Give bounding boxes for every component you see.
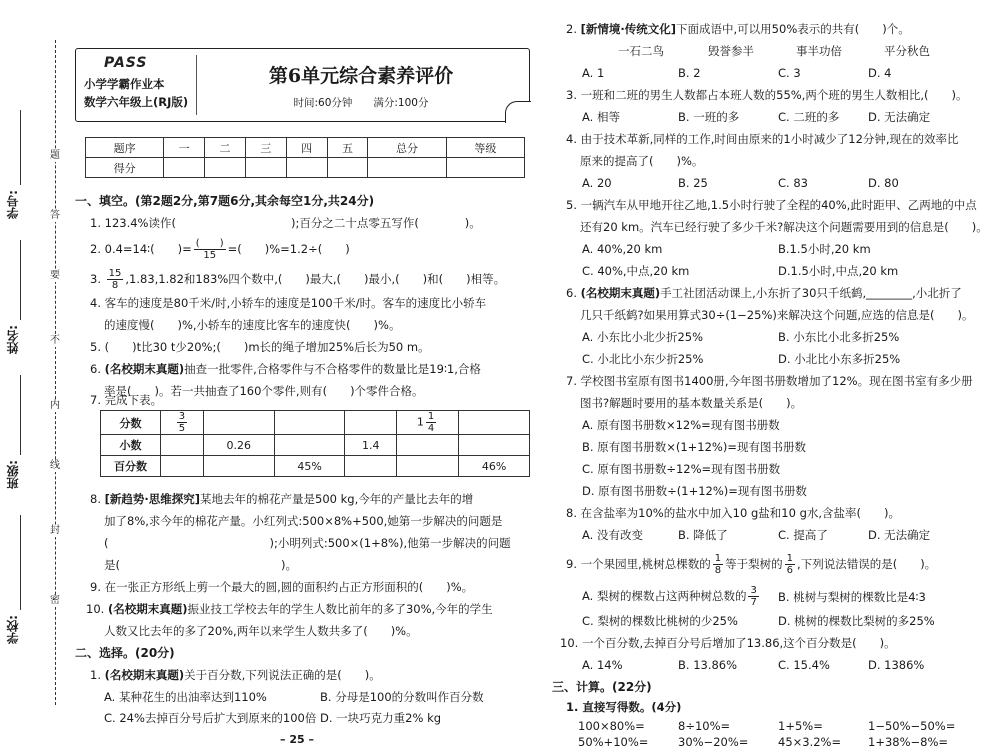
choice-1 — [90, 668, 381, 682]
c1-text: 关于百分数,下列说法正确的是( )。 — [184, 668, 381, 682]
fraction-denominator: 8 — [714, 565, 722, 576]
question-5: 5. ( )t比30 t少20%;( )m长的绳子增加25%后长为50 m。 — [90, 340, 430, 354]
binding-word: 答 — [50, 210, 60, 221]
conv-row-decimal — [101, 435, 530, 456]
option[interactable]: B. 13.86% — [678, 658, 738, 672]
conv-blank-cell[interactable] — [345, 456, 396, 477]
c9-text-c: ,下列说法错误的是( )。 — [797, 557, 937, 571]
option[interactable]: D. 80 — [868, 176, 899, 190]
question-8-line3: ( );小明列式:500×(1+8%),他第一步解决的问题 — [104, 536, 511, 550]
right-page — [548, 0, 988, 750]
c9-fraction-2 — [785, 553, 795, 576]
score-input-cell[interactable] — [446, 158, 524, 178]
option[interactable]: D. 原有图书册数÷(1+12%)=现有图书册数 — [582, 484, 807, 498]
question-8-line1 — [90, 492, 473, 506]
q3-fraction — [107, 268, 124, 291]
page-number: – 25 – — [280, 733, 314, 746]
option[interactable]: A. 相等 — [582, 110, 620, 124]
fraction-denominator: 6 — [786, 565, 794, 576]
conv-blank-cell[interactable] — [345, 411, 396, 435]
choice-9 — [566, 553, 936, 576]
option[interactable]: A. 没有改变 — [582, 528, 643, 542]
choice-3: 3. 一班和二班的男生人数都占本班人数的55%,两个班的男生人数相比,( )。 — [566, 88, 968, 102]
option[interactable]: D. 桃树的棵数比梨树的多25% — [778, 614, 935, 628]
option[interactable]: A. 原有图书册数×12%=现有图书册数 — [582, 418, 780, 432]
binding-word: 线 — [50, 460, 60, 471]
binding-word: 题 — [50, 150, 60, 161]
question-8-line2: 加了8%,求今年的棉花产量。小红列式:500×8%+500,她第一步解决的问题是 — [104, 514, 503, 528]
calc-item[interactable]: 100×80%= — [578, 719, 645, 733]
header-box — [75, 48, 530, 122]
fraction-numerator: 3 — [178, 411, 186, 422]
option[interactable]: D. 小北比小东多折25% — [778, 352, 901, 366]
score-input-cell[interactable] — [205, 158, 246, 178]
q3-text: ,1.83,1.82和183%四个数中,( )最大,( )最小,( )和( )相等。 — [125, 272, 506, 286]
option[interactable]: D. 无法确定 — [868, 110, 931, 124]
score-cell: 二 — [205, 138, 246, 158]
score-cell: 四 — [286, 138, 327, 158]
conv-blank-cell[interactable] — [203, 411, 274, 435]
page-title: 第6单元综合素养评价 — [268, 65, 454, 87]
option[interactable]: B.1.5小时,20 km — [778, 242, 871, 256]
calc-item[interactable]: 45×3.2%= — [778, 735, 842, 749]
section-fill-blank: 一、填空。(第2题2分,第7题6分,其余每空1分,共24分) — [75, 194, 375, 208]
binding-margin — [0, 0, 68, 750]
conv-cell — [161, 411, 204, 435]
binding-word: 封 — [50, 525, 60, 536]
option[interactable]: C. 提高了 — [778, 528, 828, 542]
conv-blank-cell[interactable] — [459, 435, 530, 456]
fraction-denominator: 4 — [427, 423, 435, 434]
question-4-line1: 4. 客车的速度是80千米/时,小轿车的速度是100千米/时。客车的速度比小轿车 — [90, 296, 487, 310]
choice-5-line1: 5. 一辆汽车从甲地开往乙地,1.5小时行驶了全程的40%,此时距甲、乙两地的中点 — [566, 198, 977, 212]
choice-6-line2: 几只千纸鹤?如果用算式30÷(1−25%)来解决这个问题,应选的信息是( )。 — [580, 308, 974, 322]
conv-blank-cell[interactable] — [203, 456, 274, 477]
option[interactable]: B. 2 — [678, 66, 701, 80]
choice-10: 10. 一个百分数,去掉百分号后增加了13.86,这个百分数是( )。 — [560, 636, 896, 650]
conv-cell: 46% — [459, 456, 530, 477]
option[interactable]: B. 25 — [678, 176, 708, 190]
option[interactable]: C. 梨树的棵数比桃树的少25% — [582, 614, 738, 628]
option[interactable]: B. 桃树与梨树的棵数比是4∶3 — [778, 590, 926, 604]
name-line[interactable] — [20, 240, 21, 320]
option[interactable]: A. 40%,20 km — [582, 242, 663, 256]
question-8-line4: 是( )。 — [104, 558, 297, 572]
score-table — [85, 137, 525, 178]
c2-number: 2. — [566, 22, 581, 36]
score-cell: 总分 — [368, 138, 446, 158]
q8-tag: [新趋势·思维探究] — [104, 492, 201, 506]
q10-number: 10. — [86, 602, 108, 616]
question-4-line2: 的速度慢( )%,小轿车的速度比客车的速度快( )%。 — [104, 318, 401, 332]
fraction-numerator: 15 — [108, 268, 122, 279]
q6-number: 6. — [90, 362, 105, 376]
c6-text-a: 手工社团活动课上,小东折了30只千纸鹤,________,小北折了 — [660, 286, 962, 300]
section-choice: 二、选择。(20分) — [75, 646, 175, 660]
score-cell: 三 — [245, 138, 286, 158]
binding-word: 不 — [50, 335, 60, 346]
c2-text: 下面成语中,可以用50%表示的共有( )个。 — [676, 22, 910, 36]
conv-blank-cell[interactable] — [161, 435, 204, 456]
q6-tag: (名校期末真题) — [104, 362, 185, 376]
option[interactable]: B. 降低了 — [678, 528, 728, 542]
choice-8: 8. 在含盐率为10%的盐水中加入10 g盐和10 g水,含盐率( )。 — [566, 506, 900, 520]
left-page — [70, 0, 532, 750]
conv-cell — [396, 411, 458, 435]
field-label: 学校: — [6, 615, 20, 644]
choice-6-line1 — [566, 286, 962, 300]
binding-word: 内 — [50, 400, 60, 411]
conv-blank-cell[interactable] — [274, 411, 345, 435]
section-calc: 三、计算。(22分) — [552, 680, 652, 694]
option[interactable]: C. 15.4% — [778, 658, 830, 672]
field-student-id — [4, 190, 36, 219]
score-header-row — [86, 138, 525, 158]
conv-blank-cell[interactable] — [274, 435, 345, 456]
score-input-cell[interactable] — [245, 158, 286, 178]
c2-tag: [新情境·传统文化] — [580, 22, 677, 36]
score-input-cell[interactable] — [164, 158, 205, 178]
field-name — [4, 325, 36, 354]
q10-text-a: 振业技工学校去年的学生人数比前年的多了30%,今年的学生 — [187, 602, 493, 616]
option[interactable]: B. 一班的多 — [678, 110, 740, 124]
field-label: 姓名: — [6, 325, 20, 354]
binding-word: 密 — [50, 595, 60, 606]
c9-option-a-fraction — [748, 585, 758, 608]
conv-row-label: 百分数 — [101, 456, 161, 477]
option[interactable]: D. 1386% — [868, 658, 925, 672]
option[interactable]: D. 4 — [868, 66, 892, 80]
c9-text-b: 等于梨树的 — [725, 557, 783, 571]
fraction-numerator: 1 — [786, 553, 794, 564]
calc-item[interactable]: 1+38%−8%= — [868, 735, 949, 749]
score-cell: 一 — [164, 138, 205, 158]
brand-logo: PASS — [104, 55, 148, 71]
q3-number: 3. — [90, 272, 105, 286]
calc-item[interactable]: 1+5%= — [778, 719, 823, 733]
fraction-numerator: 1 — [427, 411, 435, 422]
score-input-row — [86, 158, 525, 178]
choice-4-line1: 4. 由于技术革新,同样的工作,时间由原来的1小时减少了12分钟,现在的效率比 — [566, 132, 959, 146]
q6-text-a: 抽查一批零件,合格零件与不合格零件的数量比是19∶1,合格 — [184, 362, 481, 376]
conv-blank-cell[interactable] — [396, 456, 458, 477]
option[interactable]: A. 1 — [582, 66, 605, 80]
student-id-line[interactable] — [20, 110, 21, 185]
c6-number: 6. — [566, 286, 581, 300]
score-input-cell[interactable] — [286, 158, 327, 178]
q2-fraction — [194, 238, 226, 261]
calc-item[interactable]: 50%+10%= — [578, 735, 649, 749]
question-2 — [90, 238, 350, 261]
calc-item[interactable]: 8÷10%= — [678, 719, 731, 733]
conv-fraction-2 — [426, 411, 436, 434]
conv-fraction-1 — [177, 411, 187, 434]
choice-7-line2: 图书?解题时要用的基本数量关系是( )。 — [580, 396, 803, 410]
option[interactable]: A. 14% — [582, 658, 623, 672]
conv-row-label: 分数 — [101, 411, 161, 435]
fraction-numerator: 3 — [750, 585, 757, 596]
option[interactable] — [582, 585, 761, 608]
fraction-numerator: ( ) — [195, 238, 224, 249]
c1-tag: (名校期末真题) — [104, 668, 185, 682]
question-10-line1 — [86, 602, 493, 616]
fraction-denominator: 5 — [178, 423, 186, 434]
book-title — [84, 75, 188, 111]
option[interactable]: C. 原有图书册数÷12%=现有图书册数 — [582, 462, 781, 476]
calc-item[interactable]: 30%−20%= — [678, 735, 749, 749]
conv-cell: 45% — [274, 456, 345, 477]
header-divider — [196, 55, 197, 115]
question-3 — [90, 268, 505, 291]
choice-7-line1: 7. 学校图书室原有图书1400册,今年图书册数增加了12%。现在图书室有多少册 — [566, 374, 973, 388]
idiom-1: 一石二鸟 — [618, 44, 664, 58]
exam-meta: 时间:60分钟 满分:100分 — [293, 97, 429, 109]
option[interactable]: C. 3 — [778, 66, 801, 80]
book-title-line1: 小学学霸作业本 — [84, 77, 165, 91]
question-6-line2: 率是( )。若一共抽查了160个零件,则有( )个零件合格。 — [104, 384, 424, 398]
fraction-denominator: 7 — [750, 597, 757, 608]
question-7: 7. 完成下表。 — [90, 393, 163, 407]
idiom-4: 平分秋色 — [884, 44, 930, 58]
choice-1-option-d[interactable]: D. 一块巧克力重2% kg — [320, 711, 442, 725]
c9-option-a-text: A. 梨树的棵数占这两种树总数的 — [582, 589, 747, 603]
fraction-denominator: 15 — [203, 250, 217, 261]
conv-row-fraction — [101, 411, 530, 435]
option[interactable]: C. 二班的多 — [778, 110, 840, 124]
conv-blank-cell[interactable] — [459, 411, 530, 435]
q8-text-a: 某地去年的棉花产量是500 kg,今年的产量比去年的增 — [200, 492, 474, 506]
page-curl-decoration — [505, 101, 531, 123]
option[interactable]: C. 小北比小东少折25% — [582, 352, 704, 366]
conv-cell: 1.4 — [345, 435, 396, 456]
conv-cell: 0.26 — [203, 435, 274, 456]
option[interactable]: B. 小东比小北多折25% — [778, 330, 900, 344]
choice-1-option-b[interactable]: B. 分母是100的分数叫作百分数 — [320, 690, 484, 704]
choice-2 — [566, 22, 910, 36]
q8-number: 8. — [90, 492, 105, 506]
choice-1-option-c[interactable]: C. 24%去掉百分号后扩大到原来的100倍 — [104, 711, 317, 725]
option[interactable]: A. 20 — [582, 176, 612, 190]
field-class — [4, 460, 36, 489]
q10-tag: (名校期末真题) — [107, 602, 188, 616]
c6-tag: (名校期末真题) — [580, 286, 661, 300]
option[interactable]: B. 原有图书册数×(1+12%)=现有图书册数 — [582, 440, 806, 454]
question-6-line1 — [90, 362, 481, 376]
calc-item[interactable]: 1−50%−50%= — [868, 719, 956, 733]
fraction-denominator: 8 — [111, 280, 119, 291]
score-row-label: 得分 — [86, 158, 164, 178]
score-cell: 等级 — [446, 138, 524, 158]
c1-number: 1. — [90, 668, 105, 682]
question-1: 1. 123.4%读作( );百分之二十点零五写作( )。 — [90, 216, 481, 230]
q2-text-a: 2. 0.4=14∶( )= — [90, 242, 192, 256]
choice-5-line2: 还有20 km。汽车已经行驶了多少千米?解决这个问题需要用到的信息是( )。 — [580, 220, 988, 234]
conv-row-percent — [101, 456, 530, 477]
c9-text-a: 9. 一个果园里,桃树总棵数的 — [566, 557, 711, 571]
field-label: 班级: — [6, 460, 20, 489]
option[interactable]: A. 小东比小北少折25% — [582, 330, 704, 344]
book-title-line2: 数学六年级上(RJ版) — [84, 95, 189, 109]
score-input-cell[interactable] — [327, 158, 368, 178]
mixed-whole: 1 — [416, 415, 424, 429]
question-9: 9. 在一张正方形纸上剪一个最大的圆,圆的面积约占正方形面积的( )%。 — [90, 580, 474, 594]
binding-word: 要 — [50, 270, 60, 281]
school-line[interactable] — [20, 515, 21, 610]
choice-4-line2: 原来的提高了( )%。 — [580, 154, 704, 168]
conversion-table — [100, 410, 530, 477]
field-label: 学号: — [6, 190, 20, 219]
score-cell: 题序 — [86, 138, 164, 158]
field-school — [4, 615, 36, 644]
idiom-2: 毁誉参半 — [708, 44, 754, 58]
option[interactable]: D. 无法确定 — [868, 528, 931, 542]
conv-row-label: 小数 — [101, 435, 161, 456]
choice-1-option-a[interactable]: A. 某种花生的出油率达到110% — [104, 690, 267, 704]
conv-blank-cell[interactable] — [396, 435, 458, 456]
score-input-cell[interactable] — [368, 158, 446, 178]
fraction-numerator: 1 — [714, 553, 722, 564]
class-line[interactable] — [20, 375, 21, 455]
conv-blank-cell[interactable] — [161, 456, 204, 477]
q2-text-b: =( )%=1.2÷( ) — [227, 242, 350, 256]
calc-heading: 1. 直接写得数。(4分) — [566, 700, 682, 714]
question-10-line2: 人数又比去年的多了20%,两年以来学生人数共多了( )%。 — [104, 624, 418, 638]
idiom-3: 事半功倍 — [796, 44, 842, 58]
option[interactable]: C. 40%,中点,20 km — [582, 264, 690, 278]
score-cell: 五 — [327, 138, 368, 158]
c9-fraction-1 — [713, 553, 723, 576]
option[interactable]: D.1.5小时,中点,20 km — [778, 264, 899, 278]
option[interactable]: C. 83 — [778, 176, 808, 190]
